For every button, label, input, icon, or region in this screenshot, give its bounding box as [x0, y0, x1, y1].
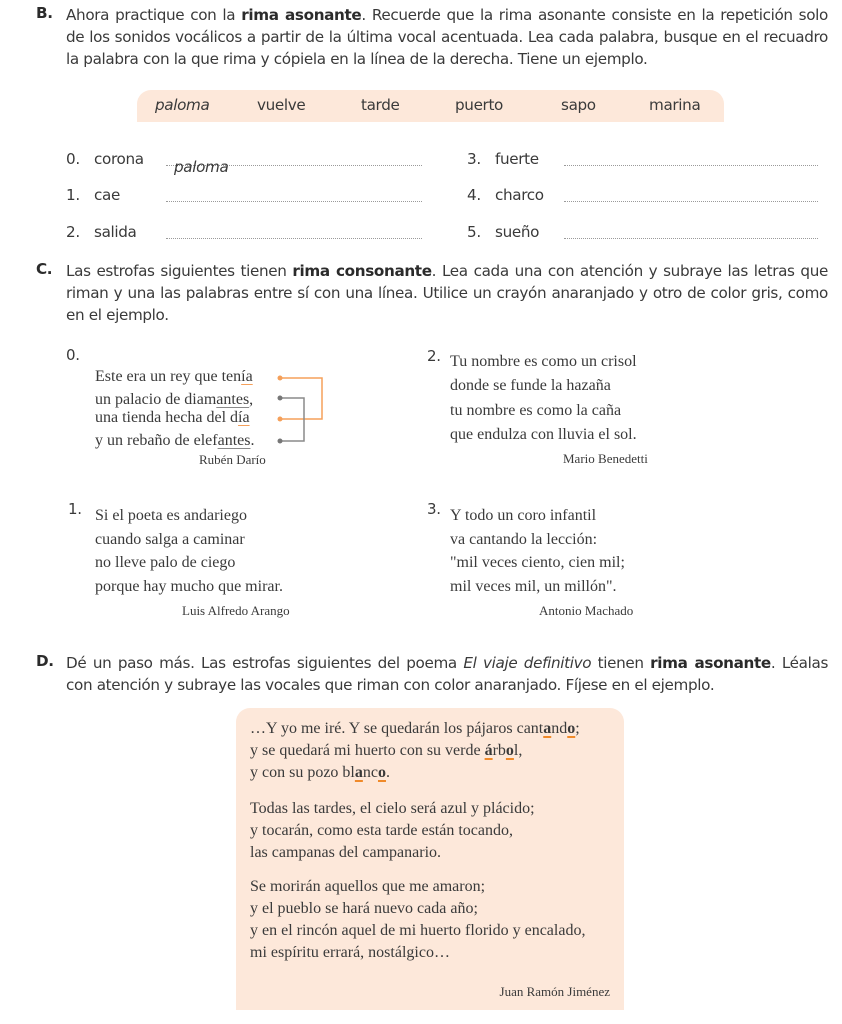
item-number: 1. — [66, 186, 80, 204]
poem-line: porque hay mucho que mirar. — [95, 577, 283, 595]
rhyme-gray: antes — [216, 390, 250, 408]
instr-text: . Lea cada una con atención y subraye las letras que riman y una las palabras entre sí con una línea. Utilice un crayón anaranjado y otro de color gris, como en el ejemplo. — [66, 262, 828, 324]
poem-line: y el pueblo se hará nuevo cada año; — [250, 900, 478, 917]
rhyme-vowel: a — [543, 720, 552, 737]
word-box-item: sapo — [561, 96, 596, 114]
line-text: y se quedará mi huerto con su verde — [250, 742, 485, 759]
poem-number: 0. — [66, 346, 80, 364]
rhyme-vowel: a — [354, 764, 363, 781]
line-text: y con su pozo bl — [250, 764, 355, 781]
answer-text: paloma — [174, 158, 229, 176]
poem-line: tu nombre es como la caña — [450, 401, 622, 419]
instr-text: . Léalas con atención y subraye las vocales que riman con color anaranjado. Fíjese en el ejemplo. — [66, 654, 829, 694]
poem-author: Luis Alfredo Arango — [182, 603, 290, 618]
orange-connector-dot — [278, 417, 283, 422]
poem-line — [250, 740, 580, 762]
poem-line: Y todo un coro infantil — [450, 507, 597, 524]
item-number: 2. — [66, 223, 80, 241]
orange-connector-dot — [278, 376, 283, 381]
word-box-item: paloma — [155, 96, 210, 114]
poem-line: donde se funde la hazaña — [450, 377, 611, 395]
instr-bold: rima asonante — [241, 6, 362, 24]
rhyme-vowel: o — [567, 720, 576, 737]
line-text: ; — [575, 720, 580, 737]
line-text: , — [249, 390, 254, 408]
rhyme-vowel: o — [505, 742, 514, 759]
poem-number: 2. — [427, 347, 441, 365]
poem-line: que endulza con lluvia el sol. — [450, 425, 637, 443]
poem-author: Mario Benedetti — [563, 451, 648, 466]
instr-text: Ahora practique con la — [66, 6, 242, 24]
poem-1 — [95, 504, 283, 598]
line-text: Este era un rey que ten — [95, 368, 242, 385]
poem-line: no lleve palo de ciego — [95, 554, 236, 571]
poem-line: Si el poeta es andariego — [95, 507, 247, 524]
gray-connector-dot — [278, 439, 283, 444]
line-text: y un rebaño de elef — [95, 431, 218, 449]
word-box-item: puerto — [455, 96, 504, 114]
poem-line: Todas las tardes, el cielo será azul y plácido; — [250, 800, 535, 817]
poem-author: Antonio Machado — [539, 603, 634, 618]
poem-line: Se morirán aquellos que me amaron; — [250, 878, 486, 895]
line-text: . — [385, 764, 390, 781]
line-text: un palacio de diam — [95, 390, 217, 408]
item-number: 0. — [66, 150, 80, 168]
rhyme-orange: ía — [238, 409, 250, 426]
item-number: 3. — [467, 150, 481, 168]
poem-line: Tu nombre es como un crisol — [450, 353, 637, 370]
line-text: nc — [362, 764, 378, 781]
instr-bold: rima consonante — [292, 262, 432, 280]
instr-text: . Recuerde que la rima asonante consiste en la repetición solo de los sonidos vocálicos a partir de la última vocal acentuada. Lea cada palabra, busque en el recuadro la palabra con la que rima y cópiela en la línea de la derecha. Tiene un ejemplo. — [66, 6, 828, 68]
stanza-1 — [250, 718, 580, 784]
instr-text: tienen — [591, 654, 651, 672]
section-d — [36, 652, 828, 696]
rhyme-gray: antes — [217, 431, 251, 449]
item-word: cae — [94, 186, 120, 204]
gray-connector-dot — [278, 396, 283, 401]
poem-box — [236, 708, 624, 1010]
rhyme-orange: ía — [241, 368, 253, 385]
section-b-letter: B. — [36, 4, 53, 22]
section-c-letter: C. — [36, 260, 53, 278]
item-word: salida — [94, 223, 137, 241]
stanza-3 — [250, 876, 585, 964]
rhyme-vowel: o — [377, 764, 386, 781]
word-box-item: marina — [649, 96, 701, 114]
poem-line — [250, 718, 580, 740]
instr-bold: rima asonante — [650, 654, 771, 672]
item-number: 5. — [467, 223, 481, 241]
poem-line — [250, 762, 580, 784]
item-word: sueño — [495, 223, 540, 241]
poem-author: Juan Ramón Jiménez — [499, 984, 610, 999]
item-word: corona — [94, 150, 144, 168]
item-word: fuerte — [495, 150, 539, 168]
rhyme-vowel: á — [484, 742, 493, 759]
line-text: l, — [513, 742, 523, 759]
instr-text: Dé un paso más. Las estrofas siguientes del poema — [66, 654, 464, 672]
poem-line: y tocarán, como esta tarde están tocando, — [250, 822, 513, 839]
poem-line: mi espíritu errará, nostálgico… — [250, 944, 450, 961]
item-number: 4. — [467, 186, 481, 204]
line-text: una tienda hecha del d — [95, 409, 239, 426]
section-d-instructions — [66, 652, 828, 696]
section-d-letter: D. — [36, 652, 54, 670]
stanza-2 — [250, 798, 535, 864]
poem-line: mil veces mil, un millón". — [450, 577, 617, 595]
poem-line: va cantando la lección: — [450, 530, 598, 548]
poem-number: 3. — [427, 500, 441, 518]
line-text: . — [250, 431, 255, 449]
instr-text: Las estrofas siguientes tienen — [66, 262, 293, 280]
poem-3 — [450, 504, 625, 598]
item-word: charco — [495, 186, 544, 204]
line-text: …Y yo me iré. Y se quedarán los pájaros cant — [250, 720, 544, 737]
poem-title: El viaje definitivo — [463, 654, 592, 672]
poem-line: las campanas del campanario. — [250, 844, 442, 861]
line-text: rb — [492, 742, 506, 759]
poem-line: y en el rincón aquel de mi huerto florido y encalado, — [250, 922, 586, 939]
poem-number: 1. — [68, 500, 82, 518]
word-box-item: tarde — [361, 96, 400, 114]
line-text: nd — [551, 720, 568, 737]
poem-2 — [450, 350, 637, 447]
poem-line: "mil veces ciento, cien mil; — [450, 554, 625, 571]
poem-line: cuando salga a caminar — [95, 530, 245, 548]
word-box-item: vuelve — [257, 96, 306, 114]
poem-author: Rubén Darío — [199, 452, 266, 467]
